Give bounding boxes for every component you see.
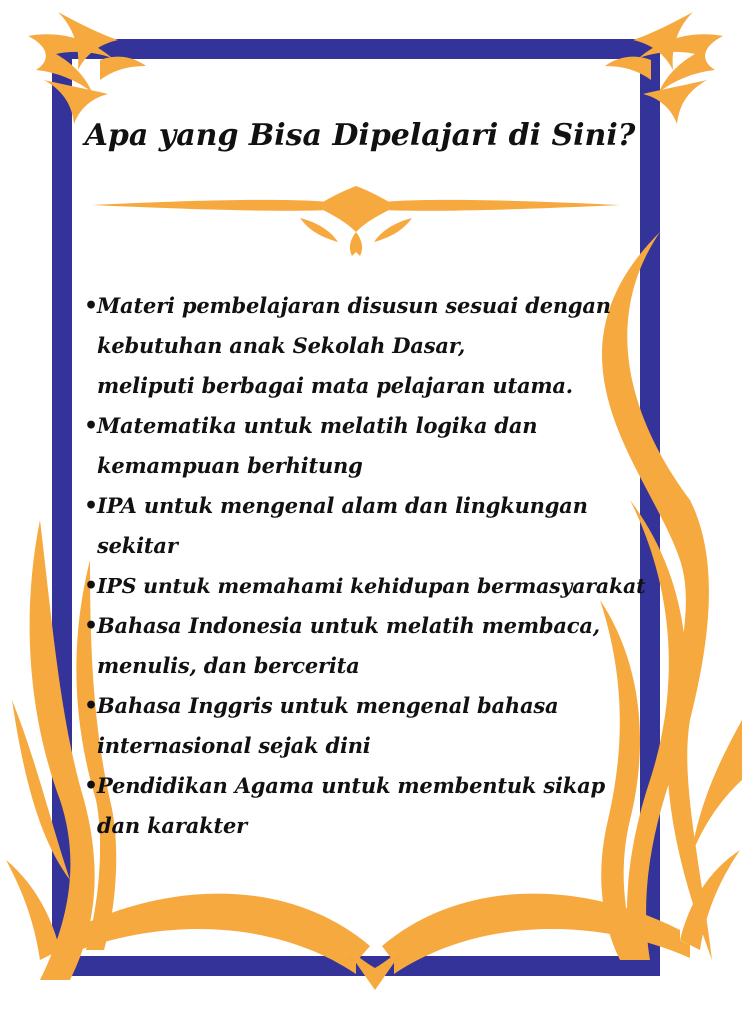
list-item	[84, 406, 654, 486]
item-text: IPA untuk mengenal alam dan lingkungan	[97, 493, 588, 518]
list-item	[84, 766, 654, 846]
corner-flourish-icon	[28, 12, 146, 124]
item-text: kemampuan berhitung	[97, 453, 363, 478]
bullet-icon: •	[84, 773, 99, 799]
list-item	[84, 286, 654, 406]
item-text: meliputi berbagai mata pelajaran utama.	[97, 373, 573, 398]
item-text: IPS untuk memahami kehidupan bermasyarakat	[97, 574, 646, 598]
topic-list	[84, 286, 654, 846]
item-text: sekitar	[97, 533, 178, 558]
item-text: kebutuhan anak Sekolah Dasar,	[97, 333, 466, 358]
item-text: Bahasa Inggris untuk mengenal bahasa	[97, 693, 559, 718]
bullet-icon: •	[84, 413, 99, 439]
bullet-icon: •	[84, 613, 99, 639]
corner-flourish-icon	[605, 12, 723, 124]
page-title: Apa yang Bisa Dipelajari di Sini?	[84, 118, 636, 153]
list-item	[84, 606, 654, 686]
bullet-icon: •	[84, 493, 99, 519]
item-text: Materi pembelajaran disusun sesuai dengan	[97, 293, 611, 318]
item-text: menulis, dan bercerita	[97, 653, 360, 678]
item-text: Pendidikan Agama untuk membentuk sikap	[97, 773, 605, 798]
item-text: Matematika untuk melatih logika dan	[97, 413, 538, 438]
item-text: internasional sejak dini	[97, 733, 371, 758]
divider-flourish-icon	[92, 186, 620, 256]
bullet-icon: •	[84, 693, 99, 719]
list-item	[84, 566, 654, 606]
list-item	[84, 686, 654, 766]
item-text: Bahasa Indonesia untuk melatih membaca,	[97, 613, 600, 638]
list-item	[84, 486, 654, 566]
item-text: dan karakter	[97, 813, 247, 838]
bullet-icon: •	[84, 573, 99, 599]
bullet-icon: •	[84, 293, 99, 319]
